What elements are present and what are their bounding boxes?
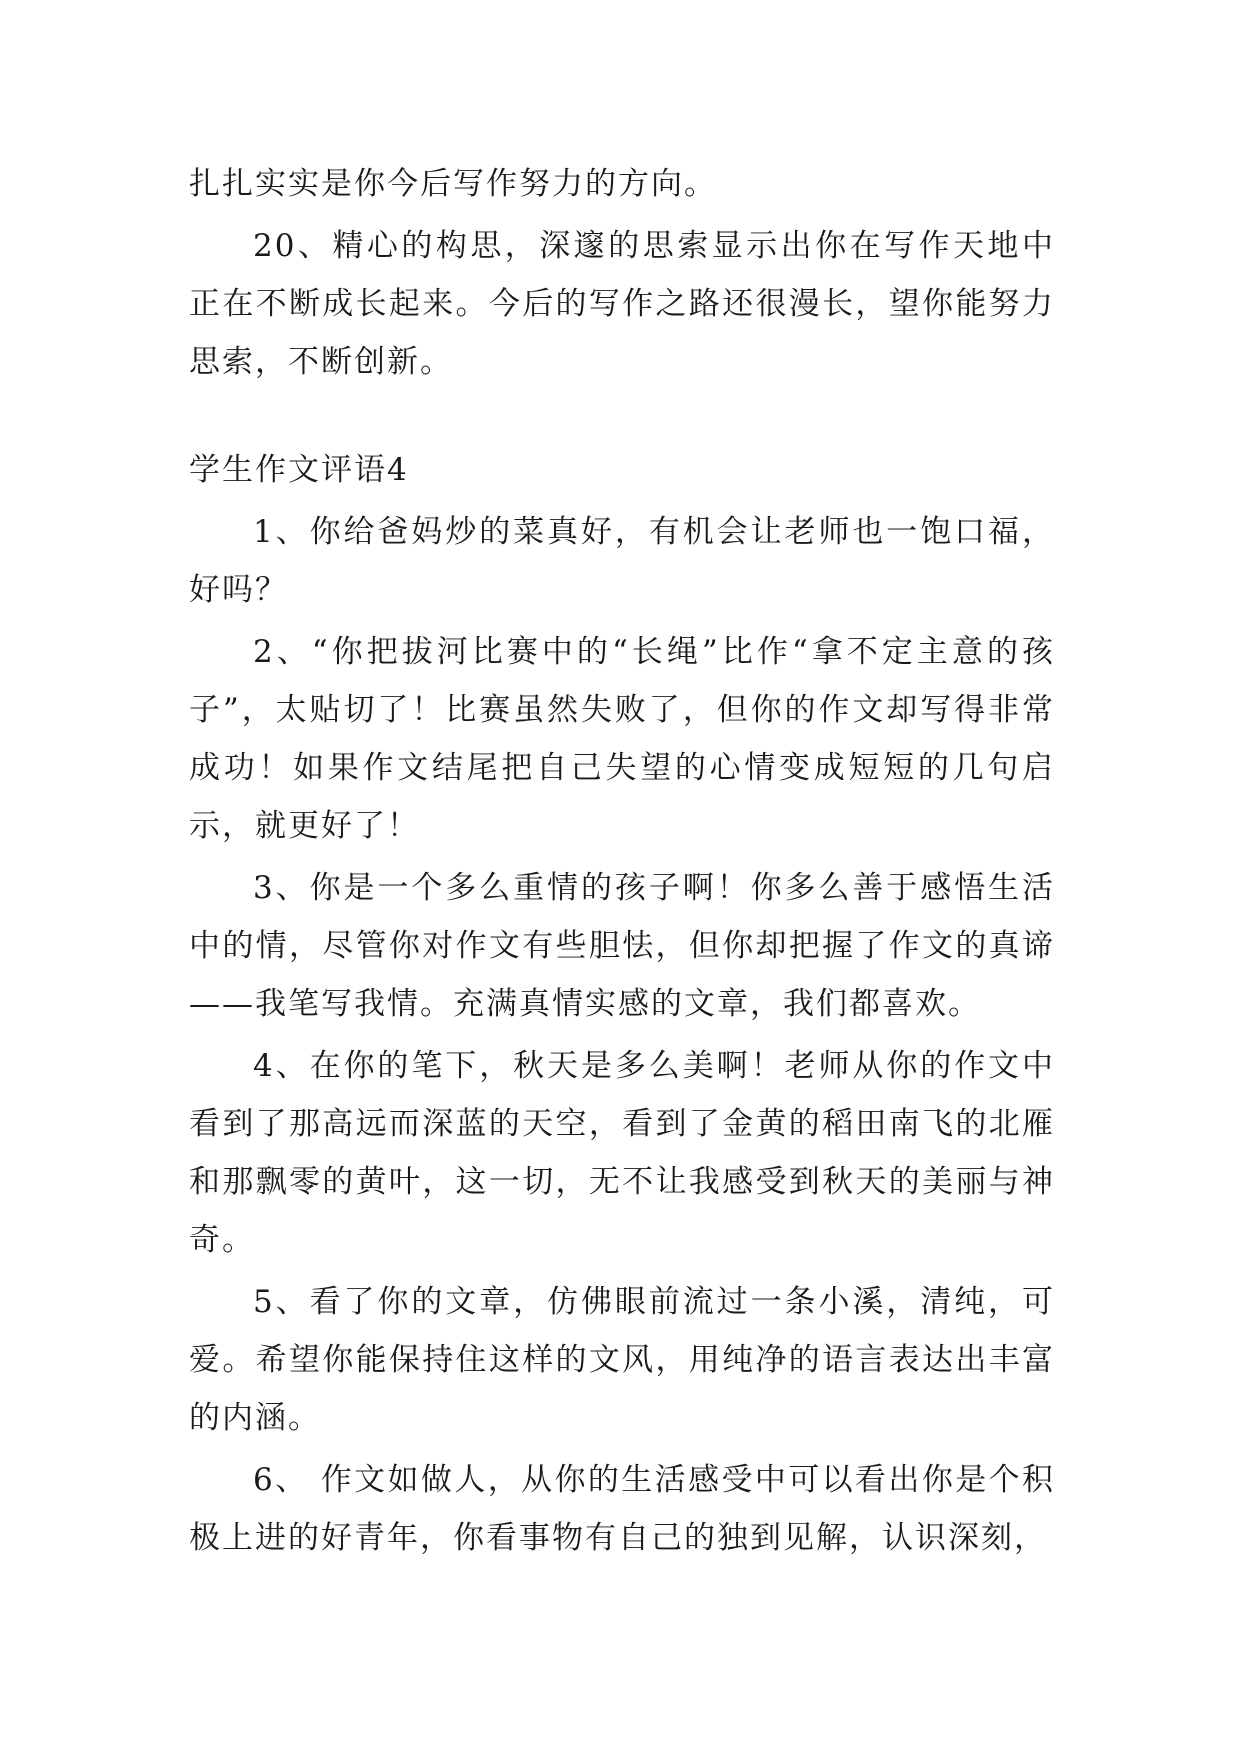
section-heading: 学生作文评语4 [189,452,409,488]
comment-item-1: 1、你给爸妈炒的菜真好，有机会让老师也一饱口福，好吗？ [189,514,1055,608]
comment-item-2: 2、“你把拔河比赛中的“长绳”比作“拿不定主意的孩子”，太贴切了！比赛虽然失败了，但你的作文却写得非常成功！如果作文结尾把自己失望的心情变成短短的几句启示，就更好了！ [189,634,1055,844]
continuation-paragraph: 扎扎实实是你今后写作努力的方向。 [189,166,717,202]
comment-item-4: 4、在你的笔下，秋天是多么美啊！老师从你的作文中看到了那高远而深蓝的天空，看到了金黄的稻田南飞的北雁和那飘零的黄叶，这一切，无不让我感受到秋天的美丽与神奇。 [189,1048,1055,1258]
comment-item-6: 6、 作文如做人，从你的生活感受中可以看出你是个积极上进的好青年，你看事物有自己的独到见解，认识深刻， [189,1462,1055,1556]
document-page [189,155,1055,1567]
comment-item-20: 20、精心的构思，深邃的思索显示出你在写作天地中正在不断成长起来。今后的写作之路还很漫长，望你能努力思索，不断创新。 [189,228,1055,380]
comment-item-3: 3、你是一个多么重情的孩子啊！你多么善于感悟生活中的情，尽管你对作文有些胆怯，但你却把握了作文的真谛——我笔写我情。充满真情实感的文章，我们都喜欢。 [189,870,1055,1022]
comment-item-5: 5、看了你的文章，仿佛眼前流过一条小溪，清纯，可爱。希望你能保持住这样的文风，用纯净的语言表达出丰富的内涵。 [189,1284,1055,1436]
